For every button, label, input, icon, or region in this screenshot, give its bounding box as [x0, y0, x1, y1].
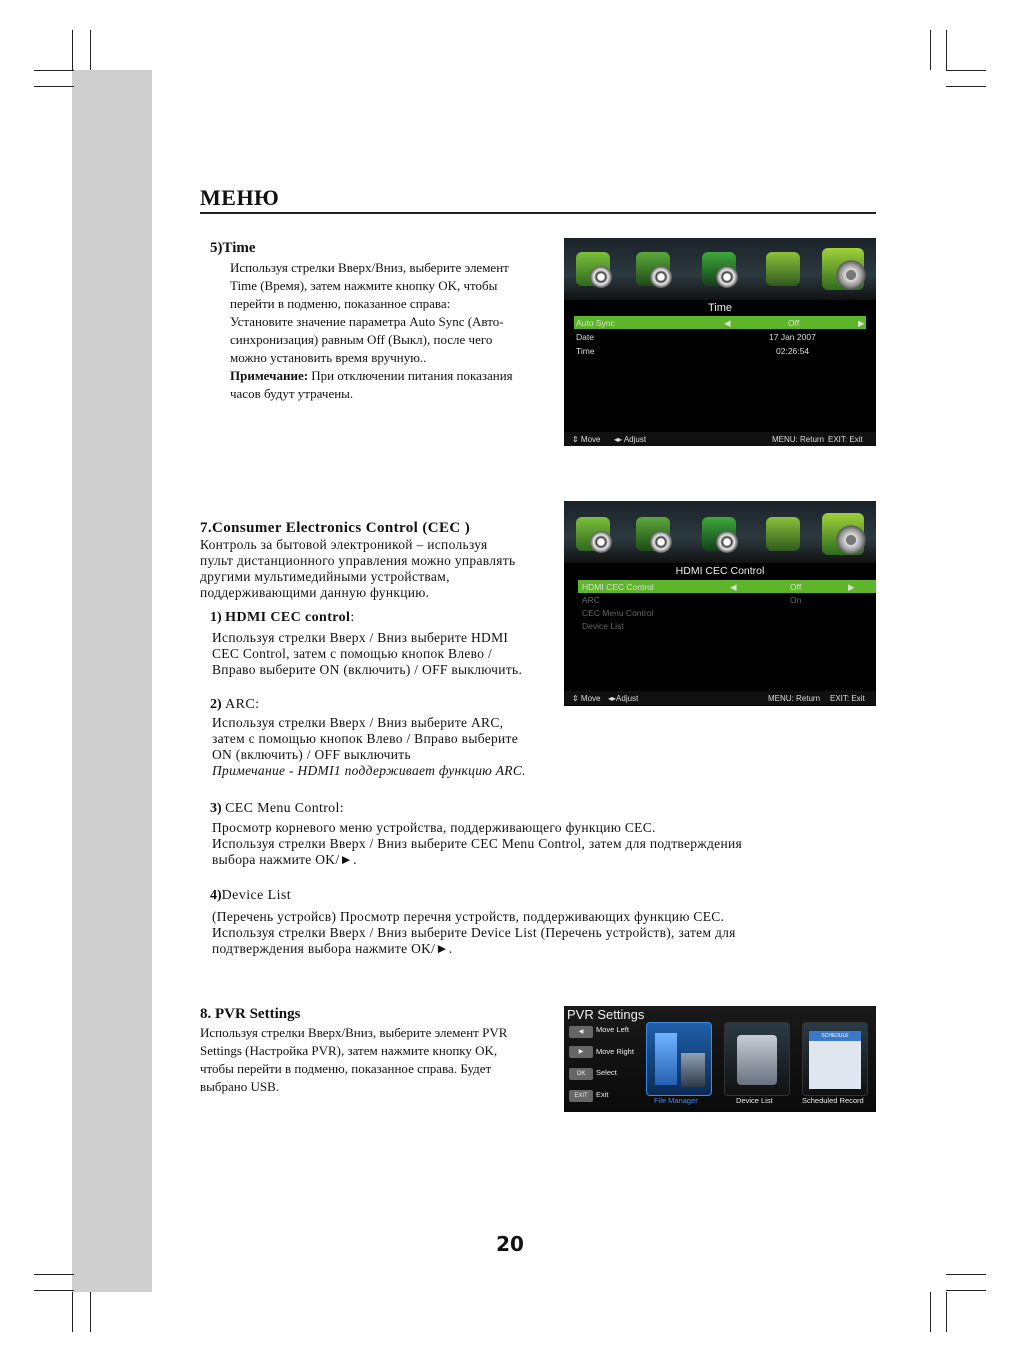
left-arrow-icon[interactable]: ◀	[724, 318, 731, 328]
screen-footer: ⇕ Move ◂▸ Adjust MENU: Return EXIT: Exit	[564, 432, 876, 446]
row-value: 02:26:54	[776, 346, 810, 356]
crop-mark	[946, 1290, 986, 1291]
cec-intro: Контроль за бытовой электроникой – используя пульт дистанционного управления можно управлять другими мультимедийными устройствам, поддерживающими данную функцию.	[200, 537, 516, 600]
sound-menu-icon[interactable]	[636, 252, 670, 286]
row-value: 17 Jan 2007	[769, 332, 816, 342]
crop-mark	[930, 30, 931, 70]
time-screen	[564, 238, 876, 446]
screen-title: HDMI CEC Control	[675, 565, 765, 577]
screen-title: Time	[707, 302, 733, 314]
picture-menu-icon[interactable]	[576, 252, 610, 286]
crop-mark	[946, 1274, 986, 1275]
move-right-key-icon[interactable]: ▶	[569, 1046, 593, 1058]
hint-label: Move Right	[596, 1047, 634, 1056]
move-left-key-icon[interactable]: ◀	[569, 1026, 593, 1038]
cec-sub3-text: Просмотр корневого меню устройства, поддерживающего функцию CEC. Используя стрелки Вверх / Вниз выберите CEC Menu Control, затем для подтверждения выбора нажмите OK/►.	[212, 820, 743, 867]
crop-mark	[34, 1274, 74, 1275]
calendar-icon: SCHEDULE	[809, 1031, 861, 1089]
row-label[interactable]: Auto Sync	[576, 318, 615, 328]
cec-screen	[564, 501, 876, 706]
row-label[interactable]: ARC	[582, 595, 600, 605]
title-rule	[200, 212, 876, 214]
right-arrow-icon[interactable]: ▶	[848, 582, 855, 592]
channel-menu-icon[interactable]	[702, 252, 736, 286]
arc-note: Примечание - HDMI1 поддерживает функцию ARC.	[212, 763, 526, 778]
sound-menu-icon[interactable]	[636, 517, 670, 551]
left-arrow-icon[interactable]: ◀	[730, 582, 737, 592]
crop-mark	[946, 70, 986, 71]
right-arrow-icon[interactable]: ▶	[858, 318, 865, 328]
tile-label: File Manager	[654, 1096, 698, 1105]
row-value: Off	[788, 318, 800, 328]
film-folder-icon	[655, 1033, 677, 1085]
crop-mark	[34, 86, 74, 87]
crop-mark	[72, 30, 73, 70]
crop-mark	[946, 1292, 947, 1332]
row-label[interactable]: CEC Menu Control	[582, 608, 654, 618]
pvr-heading: 8. PVR Settings	[200, 1006, 301, 1022]
menu-icon-bar	[564, 238, 876, 300]
row-label[interactable]: HDMI CEC Control	[582, 582, 654, 592]
crop-mark	[930, 1292, 931, 1332]
crop-mark	[946, 86, 986, 87]
screen-footer: ⇕ Move ◂▸Adjust MENU: Return EXIT: Exit	[564, 691, 876, 705]
time-heading: 5)Time	[210, 240, 256, 256]
row-value: Off	[790, 582, 802, 592]
cec-sub2-text: Используя стрелки Вверх / Вниз выберите ARC, затем с помощью кнопок Влево / Вправо выберите ON (включить) / OFF выключить Примечание - HDMI1 поддерживает функцию ARC.	[212, 715, 552, 779]
cec-sub1-text: Используя стрелки Вверх / Вниз выберите HDMI CEC Control, затем с помощью кнопок Влево / Вправо выберите ON (включить) / OFF выключить.	[212, 630, 523, 677]
crop-mark	[946, 30, 947, 70]
gear-icon	[834, 523, 868, 557]
note-label: Примечание:	[230, 368, 309, 383]
crop-mark	[34, 1290, 74, 1291]
exit-key-icon[interactable]: EXIT	[569, 1090, 593, 1102]
selected-row-highlight	[574, 316, 866, 329]
crop-mark	[72, 1292, 73, 1332]
scheduled-record-tile[interactable]	[802, 1022, 868, 1096]
tile-label: Scheduled Record	[802, 1096, 864, 1105]
picture-menu-icon[interactable]	[576, 517, 610, 551]
row-label[interactable]: Date	[576, 332, 594, 342]
cec-sub3-heading: 3) CEC Menu Control:	[210, 801, 344, 816]
row-label[interactable]: Time	[576, 346, 595, 356]
cec-sub4-text: (Перечень устройсв) Просмотр перечня устройств, поддерживающих функцию CEC. Используя стрелки Вверх / Вниз выберите Device List (Перечень устройств), затем для подтверждения выбора нажмите OK/►.	[212, 909, 736, 956]
cec-sub2-heading: 2) ARC:	[210, 697, 260, 712]
cec-sub1-heading: 1) HDMI CEC control:	[210, 610, 355, 625]
crop-mark	[90, 30, 91, 70]
pvr-screen	[564, 1006, 876, 1112]
crop-mark	[90, 1292, 91, 1332]
file-manager-tile[interactable]	[646, 1022, 712, 1096]
lock-menu-icon[interactable]	[766, 517, 800, 551]
tile-label: Device List	[736, 1096, 773, 1105]
hard-disk-icon	[737, 1035, 777, 1085]
time-text: Используя стрелки Вверх/Вниз, выберите элемент Time (Время), затем нажмите кнопку OK, чтобы перейти в подменю, показанное справа: Установите значение параметра Auto Sync (Авто- синхронизация) равным Off (Выкл), после чего можно установить время вручную.. Примечание: При отключении питания показания часов будут утрачены.	[230, 260, 513, 401]
hint-label: Select	[596, 1068, 617, 1077]
row-value: On	[790, 595, 802, 605]
cec-sub4-heading: 4)Device List	[210, 888, 291, 903]
page-title: МЕНЮ	[200, 185, 280, 210]
lock-menu-icon[interactable]	[766, 252, 800, 286]
clapper-icon	[681, 1053, 705, 1087]
device-list-tile[interactable]	[724, 1022, 790, 1096]
cec-heading: 7.Consumer Electronics Control (CEC )	[200, 520, 471, 536]
ok-key-icon[interactable]: OK	[569, 1068, 593, 1080]
hint-label: Move Left	[596, 1025, 629, 1034]
gear-icon	[834, 258, 868, 292]
screen-title: PVR Settings	[567, 1007, 645, 1022]
channel-menu-icon[interactable]	[702, 517, 736, 551]
crop-mark	[34, 70, 74, 71]
row-label[interactable]: Device List	[582, 621, 624, 631]
pvr-text: Используя стрелки Вверх/Вниз, выберите элемент PVR Settings (Настройка PVR), затем нажмите кнопку OK, чтобы перейти в подменю, показанное справа. Будет выбрано USB.	[200, 1025, 508, 1094]
side-strip	[72, 70, 152, 1292]
menu-icon-bar	[564, 501, 876, 563]
hint-label: Exit	[596, 1090, 609, 1099]
page-number: 20	[496, 1232, 524, 1256]
